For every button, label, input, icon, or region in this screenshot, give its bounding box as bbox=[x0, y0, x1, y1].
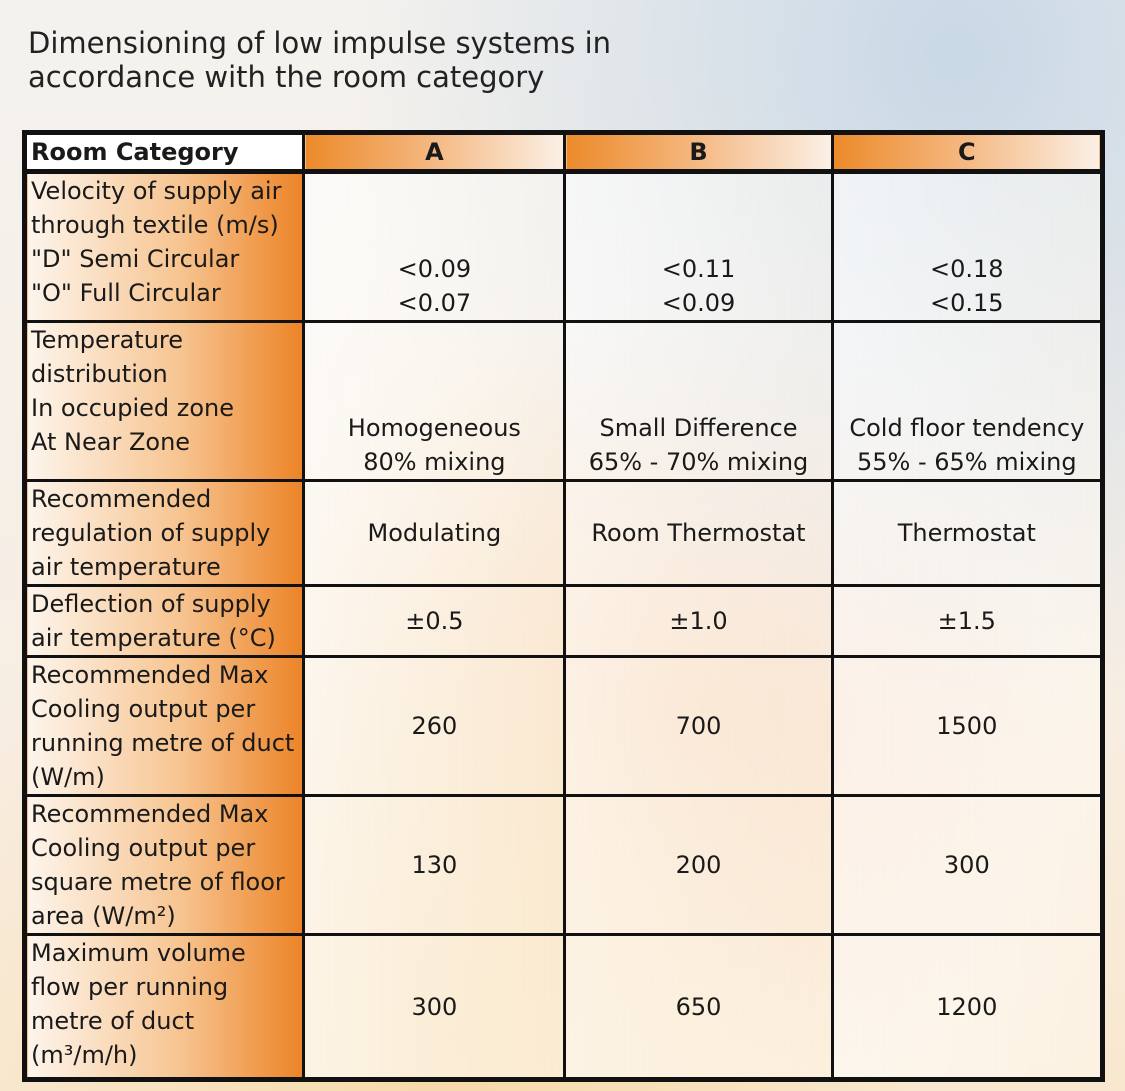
row-label-line: In occupied zone bbox=[31, 394, 234, 422]
cell-value: 65% - 70% mixing bbox=[588, 448, 809, 476]
row-label-line: air temperature (°C) bbox=[31, 624, 276, 652]
table-row bbox=[25, 322, 1103, 481]
cell-value: ±1.0 bbox=[669, 607, 728, 635]
row-label bbox=[25, 657, 304, 796]
cell-value: 1200 bbox=[936, 992, 998, 1021]
row-label-line: Recommended Max bbox=[31, 661, 269, 689]
table-row bbox=[25, 796, 1103, 935]
cell-value: ±0.5 bbox=[405, 607, 464, 635]
row-label bbox=[25, 481, 304, 586]
row-label-line: "D" Semi Circular bbox=[31, 245, 240, 273]
cell-value: 300 bbox=[411, 992, 458, 1021]
cell-a bbox=[304, 657, 565, 796]
cell-value: 80% mixing bbox=[363, 448, 506, 476]
row-label bbox=[25, 172, 304, 322]
row-label-line: (W/m) bbox=[31, 763, 105, 791]
cell-a bbox=[304, 935, 565, 1080]
row-label-line: through textile (m/s) bbox=[31, 211, 279, 239]
title-line: accordance with the room category bbox=[28, 60, 545, 94]
row-label-line: regulation of supply bbox=[31, 519, 271, 547]
page-title bbox=[28, 26, 611, 94]
row-label-line: At Near Zone bbox=[31, 428, 191, 456]
cell-value: Thermostat bbox=[897, 519, 1036, 547]
table-row bbox=[25, 586, 1103, 657]
cell-c bbox=[832, 586, 1102, 657]
cell-value: <0.09 bbox=[397, 255, 472, 283]
cell-b bbox=[565, 796, 832, 935]
cell-value: <0.11 bbox=[661, 255, 736, 283]
title-line: Dimensioning of low impulse systems in bbox=[28, 26, 612, 60]
room-category-table bbox=[22, 130, 1105, 1082]
row-label-line: distribution bbox=[31, 360, 168, 388]
cell-a bbox=[304, 796, 565, 935]
cell-c bbox=[832, 657, 1102, 796]
row-label-line: flow per running bbox=[31, 973, 229, 1001]
cell-a bbox=[304, 481, 565, 586]
cell-value: Modulating bbox=[367, 519, 502, 547]
row-label-line: Recommended bbox=[31, 485, 212, 513]
row-label-line: "O" Full Circular bbox=[31, 279, 221, 307]
cell-c bbox=[832, 322, 1102, 481]
header-col-a: A bbox=[304, 133, 565, 172]
cell-value: <0.18 bbox=[930, 255, 1004, 283]
cell-value: 1500 bbox=[936, 712, 998, 740]
row-label-line: Cooling output per bbox=[31, 695, 256, 723]
row-label-line: Maximum volume bbox=[31, 939, 246, 967]
cell-b bbox=[565, 657, 832, 796]
row-label-line: Temperature bbox=[31, 326, 184, 354]
header-col-b: B bbox=[565, 133, 832, 172]
cell-b bbox=[565, 935, 832, 1080]
row-label bbox=[25, 935, 304, 1080]
row-label-line: (m³/m/h) bbox=[31, 1041, 138, 1069]
row-label-line: square metre of floor bbox=[31, 868, 285, 896]
row-label-line: Deflection of supply bbox=[31, 590, 271, 618]
row-label-line: air temperature bbox=[31, 553, 221, 581]
cell-c bbox=[832, 935, 1102, 1080]
row-label-line: metre of duct bbox=[31, 1007, 195, 1035]
header-room-category: Room Category bbox=[25, 133, 304, 172]
row-label-line: running metre of duct bbox=[31, 729, 295, 757]
cell-value: <0.07 bbox=[397, 289, 472, 317]
cell-a bbox=[304, 322, 565, 481]
cell-value: ±1.5 bbox=[937, 607, 996, 635]
table-header-row bbox=[25, 133, 1103, 172]
cell-c bbox=[832, 796, 1102, 935]
cell-c bbox=[832, 172, 1102, 322]
cell-value: 200 bbox=[675, 851, 722, 879]
cell-value: 650 bbox=[675, 992, 722, 1021]
row-label bbox=[25, 796, 304, 935]
cell-value: Small Difference bbox=[599, 414, 798, 442]
cell-value: 130 bbox=[411, 851, 458, 879]
cell-a bbox=[304, 172, 565, 322]
table-row bbox=[25, 935, 1103, 1080]
row-label-line: Velocity of supply air bbox=[31, 177, 282, 205]
table-row bbox=[25, 481, 1103, 586]
cell-value: Cold floor tendency bbox=[849, 414, 1085, 442]
cell-value: 700 bbox=[675, 712, 722, 740]
table-row bbox=[25, 172, 1103, 322]
cell-b bbox=[565, 481, 832, 586]
row-label bbox=[25, 322, 304, 481]
row-label-line: Cooling output per bbox=[31, 834, 256, 862]
header-col-c: C bbox=[832, 133, 1102, 172]
row-label-line: area (W/m²) bbox=[31, 902, 176, 930]
cell-value: 300 bbox=[943, 851, 990, 879]
cell-value: 260 bbox=[411, 712, 458, 740]
cell-c bbox=[832, 481, 1102, 586]
cell-b bbox=[565, 586, 832, 657]
cell-b bbox=[565, 322, 832, 481]
cell-value: <0.09 bbox=[661, 289, 736, 317]
row-label-line: Recommended Max bbox=[31, 800, 269, 828]
cell-b bbox=[565, 172, 832, 322]
cell-value: Room Thermostat bbox=[591, 519, 806, 547]
table-row bbox=[25, 657, 1103, 796]
row-label bbox=[25, 586, 304, 657]
cell-value: 55% - 65% mixing bbox=[857, 448, 1077, 476]
cell-a bbox=[304, 586, 565, 657]
cell-value: <0.15 bbox=[930, 289, 1004, 317]
cell-value: Homogeneous bbox=[347, 414, 521, 442]
